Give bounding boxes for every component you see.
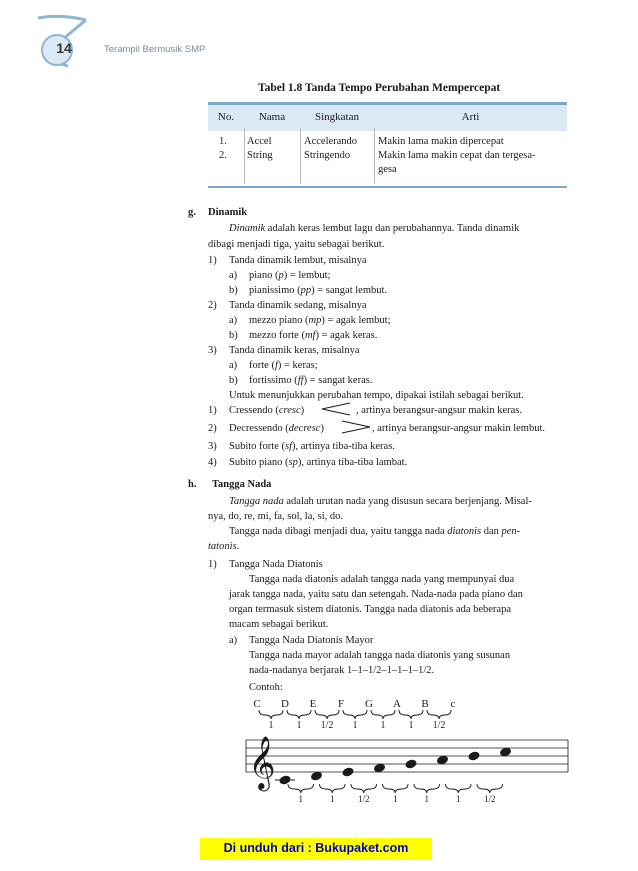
- list-item: Cressendo (cresc): [229, 405, 305, 416]
- paragraph: macam sebagai berikut.: [229, 619, 329, 630]
- list-item: Tanda dinamik sedang, misalnya: [229, 300, 367, 311]
- section-marker: g.: [188, 207, 196, 218]
- list-item-desc: , artinya berangsur-angsur makin lembut.: [372, 423, 545, 434]
- paragraph: nya, do, re, mi, fa, sol, la, si, do.: [208, 511, 344, 522]
- subsection-title: Tangga Nada Diatonis: [229, 559, 323, 570]
- section-heading: Dinamik: [208, 207, 248, 218]
- table-cell: 1.: [219, 136, 227, 147]
- column-header-nama: Nama: [258, 111, 286, 123]
- list-marker: b): [229, 330, 238, 341]
- interval-label: 1/2: [483, 794, 496, 804]
- table-cell: Makin lama makin dipercepat: [378, 136, 504, 147]
- note-name: A: [393, 698, 401, 710]
- list-item: forte (f) = keras;: [249, 360, 318, 371]
- list-marker: a): [229, 270, 238, 281]
- column-header-no: No.: [217, 111, 235, 123]
- interval-label: 1: [380, 720, 386, 731]
- list-marker: 1): [208, 405, 217, 416]
- note-name: E: [309, 698, 317, 710]
- interval-label: 1/2: [432, 720, 446, 731]
- interval-label: 1/2: [320, 720, 334, 731]
- whole-note: [278, 774, 291, 785]
- list-marker: a): [229, 315, 238, 326]
- interval-brace: [446, 784, 472, 793]
- interval-brace: [414, 784, 440, 793]
- section-heading: Tangga Nada: [212, 479, 272, 490]
- table-cell: Accel: [247, 136, 272, 147]
- paragraph: dibagi menjadi tiga, yaitu sebagai berikut.: [208, 239, 385, 250]
- paragraph: tatonis.: [208, 541, 240, 552]
- interval-label: 1: [330, 794, 335, 804]
- interval-label: 1: [408, 720, 414, 731]
- page-number: 14: [56, 40, 72, 56]
- list-marker: a): [229, 360, 238, 371]
- list-marker: a): [229, 635, 238, 646]
- list-item: Tanda dinamik keras, misalnya: [229, 345, 360, 356]
- whole-note: [341, 766, 354, 777]
- note-name: B: [421, 698, 429, 710]
- paragraph: Tangga nada mayor adalah tangga nada diatonis yang susunan: [249, 650, 511, 661]
- table-cell: Stringendo: [304, 150, 351, 161]
- list-item: piano (p) = lembut;: [249, 270, 331, 281]
- list-item-desc: , artinya berangsur-angsur makin keras.: [356, 405, 522, 416]
- table-caption: Tabel 1.8 Tanda Tempo Perubahan Mempercepat: [258, 82, 501, 94]
- list-item: mezzo piano (mp) = agak lembut;: [249, 315, 391, 326]
- interval-label: 1: [296, 720, 302, 731]
- list-item: fortissimo (ff) = sangat keras.: [249, 375, 373, 386]
- list-marker: 2): [208, 423, 217, 434]
- column-header-arti: Arti: [461, 111, 480, 123]
- paragraph: Dinamik adalah keras lembut lagu dan perubahannya. Tanda dinamik: [229, 223, 520, 234]
- interval-label: 1: [352, 720, 358, 731]
- interval-brace: [287, 710, 311, 719]
- list-item: mezzo forte (mf) = agak keras.: [249, 330, 378, 341]
- interval-brace: [477, 784, 503, 793]
- paragraph: organ termasuk sistem diatonis. Tangga nada diatonis ada beberapa: [229, 604, 512, 615]
- list-item: Tanda dinamik lembut, misalnya: [229, 255, 367, 266]
- list-item: Decressendo (decresc): [229, 423, 324, 434]
- column-header-singkatan: Singkatan: [315, 111, 359, 123]
- download-source-text: Di unduh dari : Bukupaket.com: [223, 841, 409, 855]
- section-marker: h.: [188, 479, 197, 490]
- interval-label: 1/2: [357, 794, 370, 804]
- paragraph: nada-nadanya berjarak 1–1–1/2–1–1–1–1/2.: [249, 665, 435, 676]
- list-marker: b): [229, 285, 238, 296]
- interval-brace: [399, 710, 423, 719]
- interval-brace: [315, 710, 339, 719]
- example-label: Contoh:: [249, 682, 283, 693]
- paragraph: Tangga nada adalah urutan nada yang disusun secara berjenjang. Misal-: [229, 496, 532, 507]
- interval-label: 1: [456, 794, 461, 804]
- list-marker: 3): [208, 441, 217, 452]
- note-name: G: [365, 698, 373, 710]
- whole-note: [467, 750, 480, 761]
- paragraph: Tangga nada dibagi menjadi dua, yaitu tangga nada diatonis dan pen-: [229, 526, 521, 537]
- interval-brace: [288, 784, 314, 793]
- list-marker: 4): [208, 457, 217, 468]
- table-cell: 2.: [219, 150, 227, 161]
- note-name: c: [450, 698, 456, 710]
- book-title: Terampil Bermusik SMP: [104, 44, 206, 55]
- interval-label: 1: [298, 794, 303, 804]
- interval-brace: [259, 710, 283, 719]
- list-marker: b): [229, 375, 238, 386]
- list-marker: 1): [208, 559, 217, 570]
- list-item: pianissimo (pp) = sangat lembut.: [249, 285, 388, 296]
- interval-brace: [371, 710, 395, 719]
- note-name: D: [281, 698, 289, 710]
- paragraph: Untuk menunjukkan perubahan tempo, dipakai istilah sebagai berikut.: [229, 390, 524, 401]
- paragraph: jarak tangga nada, yaitu satu dan setengah. Nada-nada pada piano dan: [229, 589, 523, 600]
- table-cell: Accelerando: [304, 136, 358, 147]
- table-cell: gesa: [378, 164, 397, 175]
- interval-label: 1: [393, 794, 398, 804]
- paragraph: Tangga nada diatonis adalah tangga nada yang mempunyai dua: [249, 574, 515, 585]
- subsection-title: Tangga Nada Diatonis Mayor: [249, 635, 374, 646]
- treble-clef-icon: 𝄞: [248, 735, 276, 789]
- list-item: Subito piano (sp), artinya tiba-tiba lambat.: [229, 457, 408, 468]
- interval-label: 1: [424, 794, 429, 804]
- list-marker: 2): [208, 300, 217, 311]
- list-marker: 1): [208, 255, 217, 266]
- note-name: C: [253, 698, 261, 710]
- interval-brace: [383, 784, 409, 793]
- interval-brace: [320, 784, 346, 793]
- interval-brace: [427, 710, 451, 719]
- note-name: F: [337, 698, 345, 710]
- table-cell: Makin lama makin cepat dan tergesa-: [378, 150, 536, 161]
- interval-brace: [351, 784, 377, 793]
- list-marker: 3): [208, 345, 217, 356]
- interval-brace: [343, 710, 367, 719]
- interval-label: 1: [268, 720, 274, 731]
- table-cell: String: [247, 150, 273, 161]
- list-item: Subito forte (sf), artinya tiba-tiba keras.: [229, 441, 395, 452]
- whole-note: [404, 758, 417, 769]
